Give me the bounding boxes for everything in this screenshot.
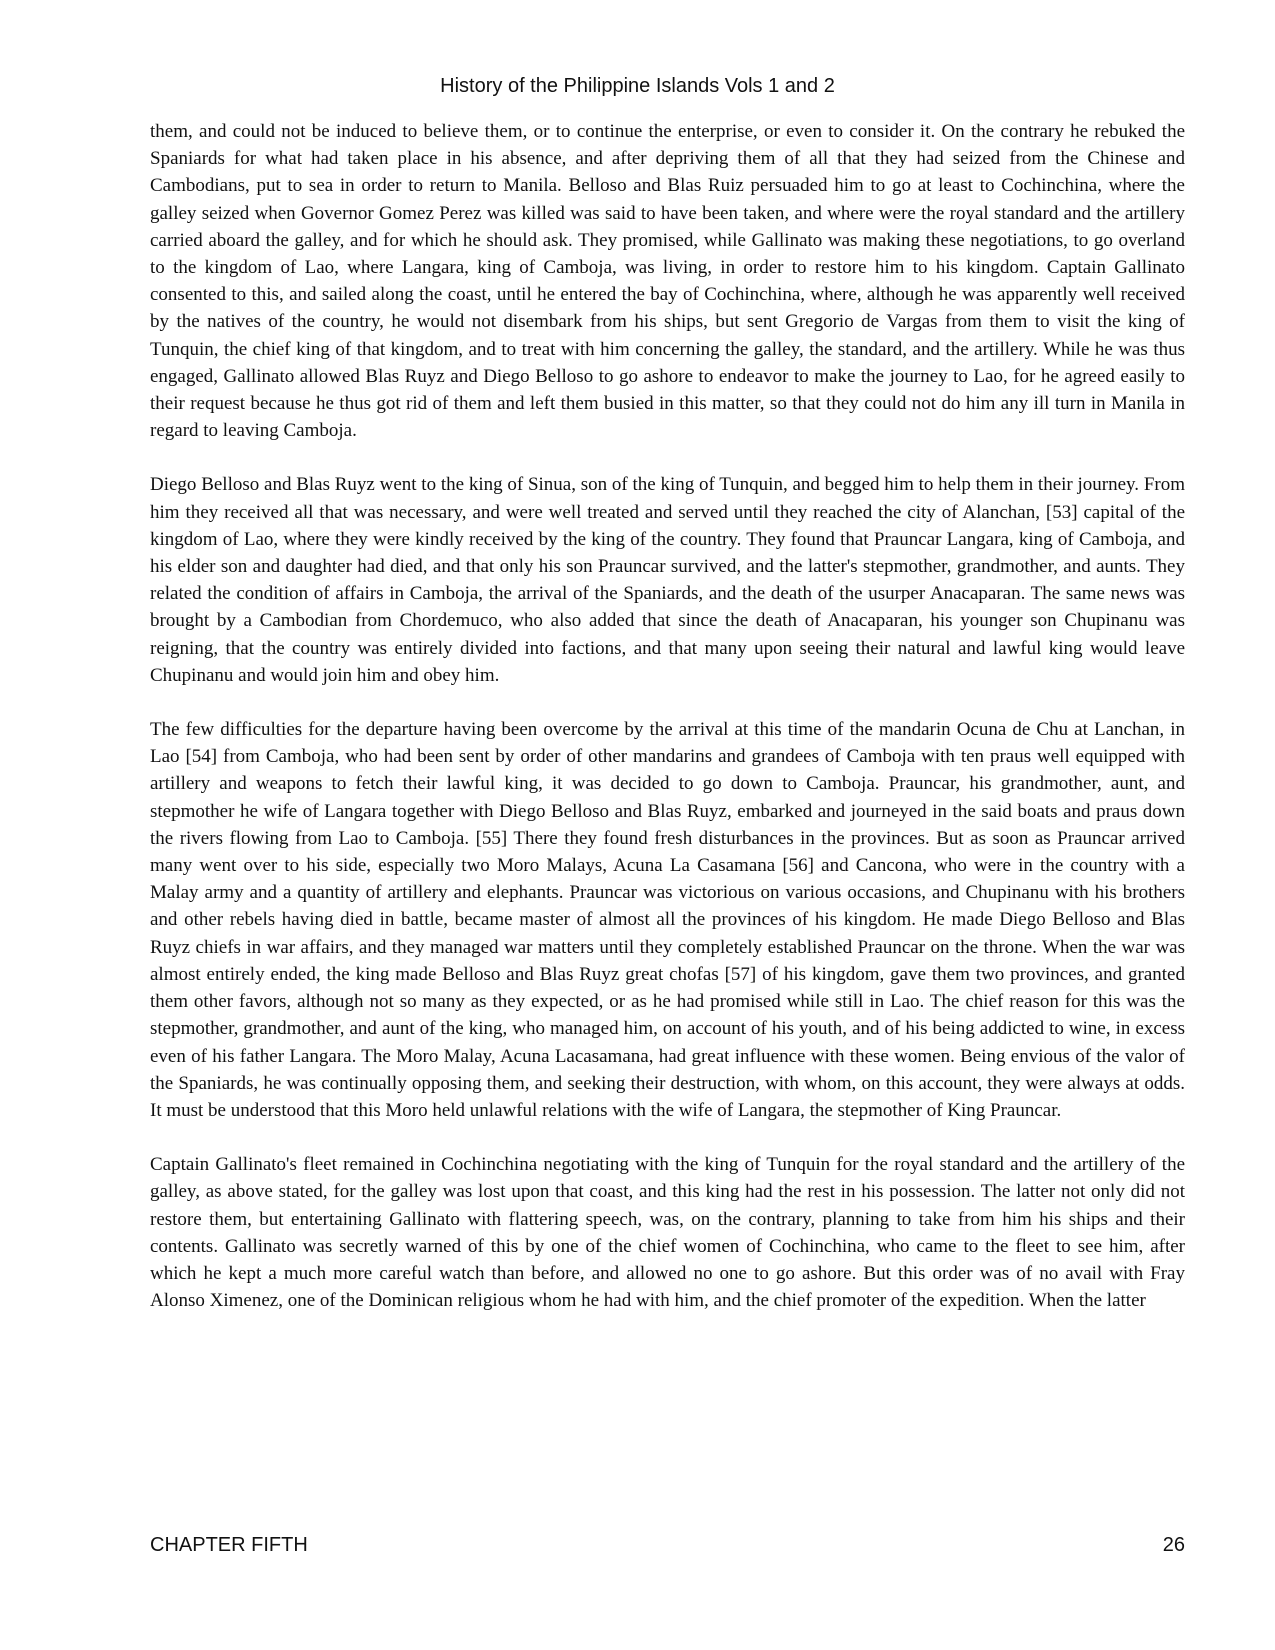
page-footer — [150, 1533, 1185, 1557]
page-number: 26 — [1162, 1534, 1185, 1556]
page-body — [150, 118, 1185, 1341]
paragraph-3: The few difficulties for the departure having been overcome by the arrival at this time of the mandarin Ocuna de Chu at Lanchan, in Lao [54] from Camboja, who had been sent by order of other mandarins and grandees of Camboja with ten praus well equipped with artillery and weapons to fetch their lawful king, it was decided to go down to Camboja. Prauncar, his grandmother, aunt, and stepmother he wife of Langara together with Diego Belloso and Blas Ruyz, embarked and journeyed in the said boats and praus down the rivers flowing from Lao to Camboja. [55] There they found fresh disturbances in the provinces. But as soon as Prauncar arrived many went over to his side, especially two Moro Malays, Acuna La Casamana [56] and Cancona, who were in the country with a Malay army and a quantity of artillery and elephants. Prauncar was victorious on various occasions, and Chupinanu with his brothers and other rebels having died in battle, became master of almost all the provinces of his kingdom. He made Diego Belloso and Blas Ruyz chiefs in war affairs, and they managed war matters until they completely established Prauncar on the throne. When the war was almost entirely ended, the king made Belloso and Blas Ruyz great chofas [57] of his kingdom, gave them two provinces, and granted them other favors, although not so many as they expected, or as he had promised while still in Lao. The chief reason for this was the stepmother, grandmother, and aunt of the king, who managed him, on account of his youth, and of his being addicted to wine, in excess even of his father Langara. The Moro Malay, Acuna Lacasamana, had great influence with these women. Being envious of the valor of the Spaniards, he was continually opposing them, and seeking their destruction, with whom, on this account, they were always at odds. It must be understood that this Moro held unlawful relations with the wife of Langara, the stepmother of King Prauncar. — [150, 719, 1185, 1121]
paragraph-2: Diego Belloso and Blas Ruyz went to the king of Sinua, son of the king of Tunquin, and begged him to help them in their journey. From him they received all that was necessary, and were well treated and served until they reached the city of Alanchan, [53] capital of the kingdom of Lao, where they were kindly received by the king of the country. They found that Prauncar Langara, king of Camboja, and his elder son and daughter had died, and that only his son Prauncar survived, and the latter's stepmother, grandmother, and aunts. They related the condition of affairs in Camboja, the arrival of the Spaniards, and the death of the usurper Anacaparan. The same news was brought by a Cambodian from Chordemuco, who also added that since the death of Anacaparan, his younger son Chupinanu was reigning, that the country was entirely divided into factions, and that many upon seeing their natural and lawful king would leave Chupinanu and would join him and obey him. — [150, 474, 1185, 686]
page-header — [0, 74, 1275, 98]
paragraph-1: them, and could not be induced to believe them, or to continue the enterprise, or even to consider it. On the contrary he rebuked the Spaniards for what had taken place in his absence, and after depriving them of all that they had seized from the Chinese and Cambodians, put to sea in order to return to Manila. Belloso and Blas Ruiz persuaded him to go at least to Cochinchina, where the galley seized when Governor Gomez Perez was killed was said to have been taken, and where were the royal standard and the artillery carried aboard the galley, and for which he should ask. They promised, while Gallinato was making these negotiations, to go overland to the kingdom of Lao, where Langara, king of Camboja, was living, in order to restore him to his kingdom. Captain Gallinato consented to this, and sailed along the coast, until he entered the bay of Cochinchina, where, although he was apparently well received by the natives of the country, he would not disembark from his ships, but sent Gregorio de Vargas from them to visit the king of Tunquin, the chief king of that kingdom, and to treat with him concerning the galley, the standard, and the artillery. While he was thus engaged, Gallinato allowed Blas Ruyz and Diego Belloso to go ashore to endeavor to make the journey to Lao, for he agreed easily to their request because he thus got rid of them and left them busied in this matter, so that they could not do him any ill turn in Manila in regard to leaving Camboja. — [150, 121, 1185, 442]
paragraph-4: Captain Gallinato's fleet remained in Cochinchina negotiating with the king of Tunquin for the royal standard and the artillery of the galley, as above stated, for the galley was lost upon that coast, and this king had the rest in his possession. The latter not only did not restore them, but entertaining Gallinato with flattering speech, was, on the contrary, planning to take from him his ships and their contents. Gallinato was secretly warned of this by one of the chief women of Cochinchina, who came to the fleet to see him, after which he kept a much more careful watch than before, and allowed no one to go ashore. But this order was of no avail with Fray Alonso Ximenez, one of the Dominican religious whom he had with him, and the chief promoter of the expedition. When the latter — [150, 1154, 1185, 1312]
chapter-label: CHAPTER FIFTH — [150, 1534, 308, 1556]
book-title: History of the Philippine Islands Vols 1 and 2 — [440, 75, 835, 97]
